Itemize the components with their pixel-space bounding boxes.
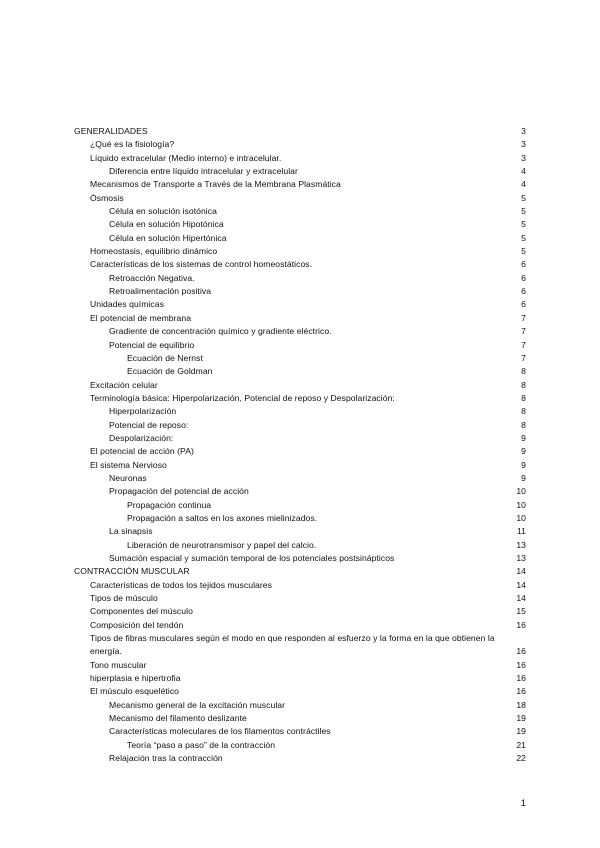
- toc-entry[interactable]: [74, 632, 526, 659]
- toc-entry-title: Liberación de neurotransmisor y papel del calcio.: [127, 539, 317, 550]
- toc-entry[interactable]: [74, 365, 526, 378]
- toc-entry-page: 15: [516, 606, 526, 617]
- toc-entry[interactable]: [74, 138, 526, 151]
- toc-entry-title: Mecanismo general de la excitación muscular: [109, 699, 286, 710]
- toc-entry-page: 10: [516, 499, 526, 510]
- toc-entry[interactable]: [74, 379, 526, 392]
- toc-entry-page: 16: [516, 659, 526, 670]
- toc-entry-page: 10: [516, 512, 526, 523]
- toc-entry-title: Célula en solución isotónica: [109, 206, 217, 217]
- toc-entry[interactable]: [74, 752, 526, 765]
- toc-entry[interactable]: [74, 579, 526, 592]
- toc-entry[interactable]: [74, 165, 526, 178]
- toc-entry[interactable]: [74, 659, 526, 672]
- toc-entry-title: Célula en solución Hipotónica: [109, 219, 224, 230]
- toc-entry-title: El músculo esquelético: [90, 686, 179, 697]
- toc-entry[interactable]: [74, 552, 526, 565]
- toc-entry-title: Tono muscular: [90, 659, 147, 670]
- toc-entry-title: La sinapsis: [109, 526, 153, 537]
- toc-entry-title: Unidades químicas: [90, 299, 164, 310]
- toc-entry-page: 7: [521, 339, 526, 350]
- toc-entry-page: 4: [521, 179, 526, 190]
- toc-entry-title: Características de los sistemas de control homeostáticos.: [90, 259, 313, 270]
- toc-entry-page: 6: [521, 272, 526, 283]
- toc-entry-page: 13: [516, 539, 526, 550]
- toc-entry-page: 11: [516, 526, 526, 537]
- toc-entry-page: 3: [521, 139, 526, 150]
- toc-entry-page: 8: [521, 419, 526, 430]
- toc-entry-title: Mecanismos de Transporte a Través de la Membrana Plasmática: [90, 179, 341, 190]
- toc-entry[interactable]: [74, 445, 526, 458]
- toc-entry-title: Componentes del músculo: [90, 606, 193, 617]
- toc-entry-page: 6: [521, 299, 526, 310]
- page-number: 1: [520, 798, 526, 809]
- toc-entry[interactable]: [74, 312, 526, 325]
- toc-entry-page: 6: [521, 286, 526, 297]
- toc-entry-title: Propagación a saltos en los axones mielinizados.: [127, 512, 318, 523]
- toc-entry-page: 3: [521, 152, 526, 163]
- toc-entry-page: 16: [516, 619, 526, 630]
- toc-entry[interactable]: [74, 672, 526, 685]
- toc-entry[interactable]: [74, 512, 526, 525]
- toc-entry[interactable]: [74, 539, 526, 552]
- toc-entry-title: Tipos de músculo: [90, 593, 158, 604]
- toc-entry-title: Retroalimentación positiva: [109, 286, 212, 297]
- toc-entry[interactable]: [74, 685, 526, 698]
- toc-entry-title: Ecuación de Goldman: [127, 366, 213, 377]
- toc-entry-page: 19: [516, 713, 526, 724]
- toc-entry-title: Excitación celular: [90, 379, 158, 390]
- toc-entry-page: 19: [516, 726, 526, 737]
- toc-entry[interactable]: [74, 245, 526, 258]
- toc-entry[interactable]: [74, 192, 526, 205]
- toc-entry-page: 14: [516, 593, 526, 604]
- toc-entry-page: 21: [516, 739, 526, 750]
- toc-entry-title: El potencial de membrana: [90, 312, 192, 323]
- toc-entry-page: 10: [516, 486, 526, 497]
- toc-entry[interactable]: [74, 419, 526, 432]
- toc-entry[interactable]: [74, 325, 526, 338]
- toc-entry-page: 16: [516, 686, 526, 697]
- toc-entry-title: Hiperpolarización: [109, 406, 177, 417]
- toc-entry-title: Homeostasis, equilibrio dinámico: [90, 246, 218, 257]
- toc-entry-title: Despolarización:: [109, 432, 174, 443]
- toc-entry[interactable]: [74, 565, 526, 578]
- toc-entry-title: Ecuación de Nernst: [127, 352, 203, 363]
- toc-entry-page: 8: [521, 379, 526, 390]
- toc-entry-title: Terminología básica: Hiperpolarización, Potencial de reposo y Despolarización:: [90, 392, 395, 403]
- toc-entry-title: ¿Qué es la fisiología?: [90, 139, 175, 150]
- toc-entry[interactable]: [74, 205, 526, 218]
- toc-entry[interactable]: [74, 592, 526, 605]
- toc-entry[interactable]: [74, 125, 526, 138]
- toc-entry-page: 13: [516, 553, 526, 563]
- toc-entry-page: 8: [521, 366, 526, 377]
- toc-entry[interactable]: [74, 699, 526, 712]
- toc-entry[interactable]: [74, 178, 526, 191]
- toc-entry[interactable]: [74, 152, 526, 165]
- toc-entry[interactable]: [74, 339, 526, 352]
- table-of-contents: [74, 125, 526, 766]
- toc-entry[interactable]: [74, 605, 526, 618]
- toc-entry-title: Neuronas: [109, 472, 147, 483]
- toc-entry-page: 3: [521, 126, 526, 136]
- toc-entry-page: 16: [516, 673, 526, 684]
- toc-entry-page: 5: [521, 232, 526, 243]
- toc-entry-title: Gradiente de concentración químico y gradiente eléctrico.: [109, 326, 332, 337]
- toc-entry-title: Mecanismo del filamento deslizante: [109, 713, 247, 724]
- toc-entry-title: Propagación continua: [127, 499, 212, 510]
- toc-entry-page: 22: [516, 753, 526, 764]
- toc-entry[interactable]: [74, 725, 526, 738]
- toc-entry-page: 5: [521, 219, 526, 230]
- toc-entry-page: 14: [516, 579, 526, 590]
- toc-entry-title: Sumación espacial y sumación temporal de los potenciales postsinápticos: [109, 553, 395, 563]
- toc-entry-page: 14: [516, 566, 526, 577]
- toc-entry-title: Potencial de reposo:: [109, 419, 189, 430]
- toc-entry[interactable]: [74, 232, 526, 245]
- toc-entry[interactable]: [74, 485, 526, 498]
- toc-entry-title: Tipos de fibras musculares según el modo en que responden al esfuerzo y la forma en la que obtienen la energía.: [90, 633, 495, 657]
- toc-entry[interactable]: [74, 432, 526, 445]
- toc-entry-title: Propagación del potencial de acción: [109, 486, 249, 497]
- toc-entry-title: GENERALIDADES: [74, 126, 148, 136]
- toc-entry[interactable]: [74, 285, 526, 298]
- toc-entry[interactable]: [74, 525, 526, 538]
- toc-entry-page: 8: [521, 392, 526, 403]
- toc-entry-page: 5: [521, 206, 526, 217]
- toc-entry-title: Diferencia entre líquido intracelular y extracelular: [109, 166, 298, 177]
- toc-entry-page: 6: [521, 259, 526, 270]
- toc-entry-title: CONTRACCIÓN MUSCULAR: [74, 566, 190, 577]
- toc-entry[interactable]: [74, 739, 526, 752]
- toc-entry-title: Ósmosis: [90, 192, 124, 203]
- toc-entry[interactable]: [74, 712, 526, 725]
- toc-entry[interactable]: [74, 352, 526, 365]
- toc-entry[interactable]: [74, 472, 526, 485]
- toc-entry-page: 4: [521, 166, 526, 177]
- toc-entry[interactable]: [74, 392, 526, 405]
- toc-entry-page: 9: [521, 432, 526, 443]
- toc-entry-title: Líquido extracelular (Medio interno) e intracelular.: [90, 152, 282, 163]
- toc-entry-title: Retroacción Negativa.: [109, 272, 195, 283]
- toc-entry[interactable]: [74, 405, 526, 418]
- toc-entry-title: Características moleculares de los filamentos contráctiles: [109, 726, 331, 737]
- toc-entry-title: Teoría “paso a paso” de la contracción: [127, 739, 276, 750]
- toc-entry-title: Características de todos los tejidos musculares: [90, 579, 272, 590]
- toc-entry[interactable]: [74, 619, 526, 632]
- toc-entry-page: 9: [521, 472, 526, 483]
- toc-entry-page: 5: [521, 246, 526, 257]
- toc-entry[interactable]: [74, 258, 526, 271]
- toc-entry[interactable]: [74, 298, 526, 311]
- toc-entry-page: 5: [521, 192, 526, 203]
- toc-entry-title: Composición del tendón: [90, 619, 184, 630]
- toc-entry-title: El sistema Nervioso: [90, 459, 167, 470]
- toc-entry-page: 16: [516, 646, 526, 657]
- toc-entry-page: 7: [521, 312, 526, 323]
- toc-entry[interactable]: [74, 272, 526, 285]
- toc-entry[interactable]: [74, 459, 526, 472]
- toc-entry[interactable]: [74, 218, 526, 231]
- toc-entry-page: 18: [516, 699, 526, 710]
- toc-entry-title: Potencial de equilibrio: [109, 339, 195, 350]
- toc-entry-page: 9: [521, 459, 526, 470]
- toc-entry-page: 8: [521, 406, 526, 417]
- toc-entry-title: Célula en solución Hipertónica: [109, 232, 227, 243]
- toc-entry-page: 7: [521, 326, 526, 337]
- toc-entry-title: Relajación tras la contracción: [109, 753, 223, 764]
- toc-entry-title: hiperplasia e hipertrofia: [90, 673, 181, 684]
- toc-entry-page: 9: [521, 446, 526, 457]
- toc-entry[interactable]: [74, 499, 526, 512]
- toc-entry-title: El potencial de acción (PA): [90, 446, 194, 457]
- toc-entry-page: 7: [521, 352, 526, 363]
